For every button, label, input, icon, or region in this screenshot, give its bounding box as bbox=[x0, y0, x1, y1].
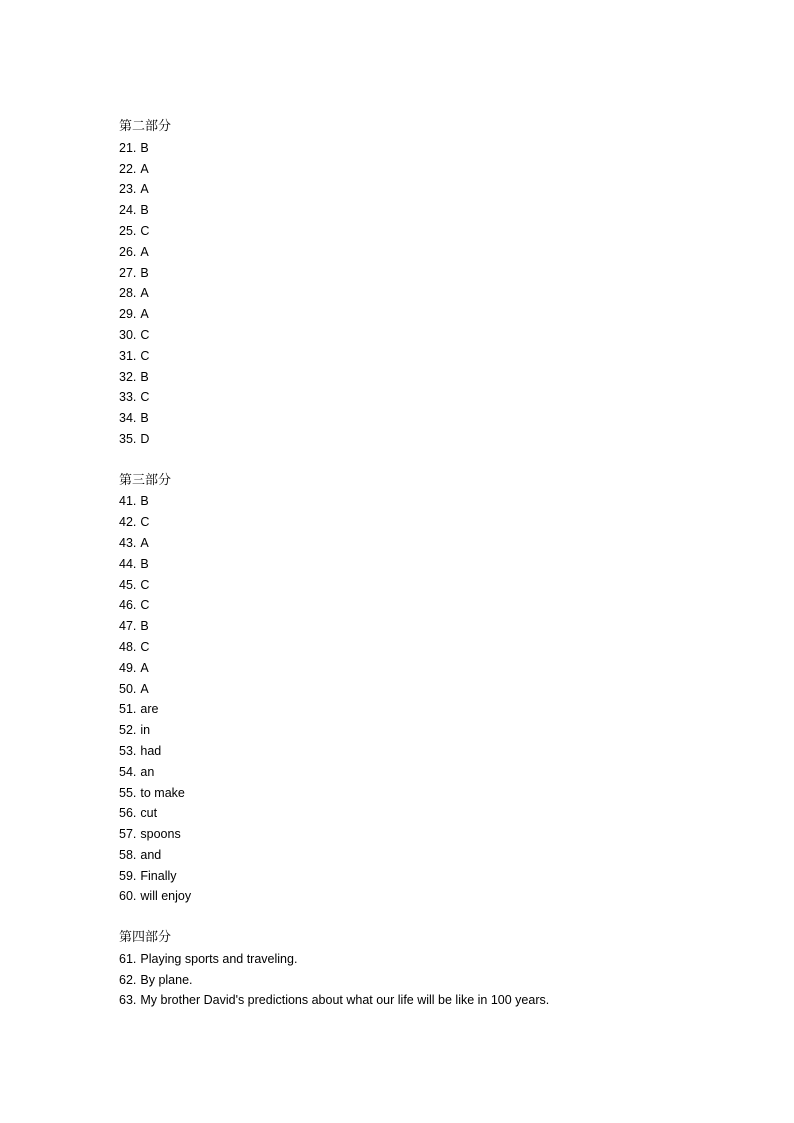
section-heading: 第三部分 bbox=[119, 472, 172, 488]
item-answer: A bbox=[140, 535, 149, 550]
item-number: 62. bbox=[119, 972, 137, 987]
item-answer: My brother David's predictions about what our life will be like in 100 years. bbox=[140, 993, 550, 1008]
answer-item-23 bbox=[119, 179, 719, 200]
item-answer: will enjoy bbox=[140, 889, 192, 904]
item-answer: an bbox=[140, 764, 155, 779]
item-answer: A bbox=[140, 307, 149, 322]
item-number: 48. bbox=[119, 639, 137, 654]
item-number: 59. bbox=[119, 868, 137, 883]
item-number: 63. bbox=[119, 993, 137, 1008]
answer-item-22 bbox=[119, 159, 719, 180]
item-number: 24. bbox=[119, 203, 137, 218]
item-number: 35. bbox=[119, 431, 137, 446]
answer-item-53 bbox=[119, 741, 719, 762]
answer-item-29 bbox=[119, 304, 719, 325]
item-answer: had bbox=[140, 743, 162, 758]
answer-item-24 bbox=[119, 200, 719, 221]
item-answer: C bbox=[140, 598, 150, 613]
answer-item-49 bbox=[119, 658, 719, 679]
answer-item-33 bbox=[119, 387, 719, 408]
item-answer: B bbox=[140, 203, 149, 218]
answer-key-page bbox=[119, 117, 719, 1011]
item-number: 41. bbox=[119, 494, 137, 509]
item-answer: in bbox=[140, 723, 151, 738]
item-number: 47. bbox=[119, 619, 137, 634]
item-number: 50. bbox=[119, 681, 137, 696]
answer-item-54 bbox=[119, 762, 719, 783]
item-answer: A bbox=[140, 286, 149, 301]
item-number: 57. bbox=[119, 827, 137, 842]
answer-item-21 bbox=[119, 138, 719, 159]
item-answer: C bbox=[140, 327, 150, 342]
item-number: 49. bbox=[119, 660, 137, 675]
answer-item-31 bbox=[119, 346, 719, 367]
item-number: 21. bbox=[119, 140, 137, 155]
item-number: 61. bbox=[119, 951, 137, 966]
item-number: 46. bbox=[119, 598, 137, 613]
item-answer: Playing sports and traveling. bbox=[140, 951, 298, 966]
item-number: 26. bbox=[119, 244, 137, 259]
item-number: 54. bbox=[119, 764, 137, 779]
item-number: 53. bbox=[119, 743, 137, 758]
item-number: 29. bbox=[119, 307, 137, 322]
item-answer: A bbox=[140, 182, 149, 197]
item-number: 58. bbox=[119, 847, 137, 862]
section-part-4 bbox=[119, 928, 719, 1011]
item-number: 56. bbox=[119, 806, 137, 821]
section-part-2 bbox=[119, 117, 719, 450]
item-answer: are bbox=[140, 702, 159, 717]
answer-item-52 bbox=[119, 720, 719, 741]
answer-item-42 bbox=[119, 512, 719, 533]
item-answer: C bbox=[140, 390, 150, 405]
answer-item-57 bbox=[119, 824, 719, 845]
item-answer: C bbox=[140, 639, 150, 654]
answer-item-60 bbox=[119, 886, 719, 907]
answer-item-56 bbox=[119, 803, 719, 824]
item-answer: By plane. bbox=[140, 972, 193, 987]
answer-item-58 bbox=[119, 845, 719, 866]
item-answer: C bbox=[140, 577, 150, 592]
answer-item-34 bbox=[119, 408, 719, 429]
item-number: 28. bbox=[119, 286, 137, 301]
item-number: 30. bbox=[119, 327, 137, 342]
answer-item-61 bbox=[119, 949, 719, 970]
item-answer: spoons bbox=[140, 827, 181, 842]
item-answer: A bbox=[140, 244, 149, 259]
item-answer: D bbox=[140, 431, 150, 446]
answer-item-48 bbox=[119, 637, 719, 658]
item-answer: and bbox=[140, 847, 162, 862]
item-number: 42. bbox=[119, 515, 137, 530]
section-heading: 第四部分 bbox=[119, 930, 172, 946]
item-number: 23. bbox=[119, 182, 137, 197]
item-number: 22. bbox=[119, 161, 137, 176]
item-number: 52. bbox=[119, 723, 137, 738]
item-answer: B bbox=[140, 494, 149, 509]
item-answer: to make bbox=[140, 785, 185, 800]
item-number: 31. bbox=[119, 348, 137, 363]
answer-item-45 bbox=[119, 575, 719, 596]
answer-item-25 bbox=[119, 221, 719, 242]
answer-item-32 bbox=[119, 367, 719, 388]
item-number: 32. bbox=[119, 369, 137, 384]
answer-item-50 bbox=[119, 679, 719, 700]
item-number: 55. bbox=[119, 785, 137, 800]
answer-item-43 bbox=[119, 533, 719, 554]
answer-item-35 bbox=[119, 429, 719, 450]
answer-item-46 bbox=[119, 595, 719, 616]
item-answer: A bbox=[140, 681, 149, 696]
item-answer: A bbox=[140, 660, 149, 675]
section-part-3 bbox=[119, 471, 719, 908]
item-answer: C bbox=[140, 348, 150, 363]
item-answer: B bbox=[140, 265, 149, 280]
item-answer: A bbox=[140, 161, 149, 176]
answer-item-51 bbox=[119, 699, 719, 720]
item-number: 43. bbox=[119, 535, 137, 550]
item-number: 45. bbox=[119, 577, 137, 592]
answer-item-28 bbox=[119, 283, 719, 304]
answer-item-26 bbox=[119, 242, 719, 263]
answer-item-41 bbox=[119, 491, 719, 512]
item-answer: B bbox=[140, 619, 149, 634]
answer-item-44 bbox=[119, 554, 719, 575]
item-number: 27. bbox=[119, 265, 137, 280]
answer-item-59 bbox=[119, 866, 719, 887]
answer-item-63 bbox=[119, 990, 719, 1011]
answer-item-55 bbox=[119, 783, 719, 804]
item-answer: cut bbox=[140, 806, 158, 821]
item-number: 60. bbox=[119, 889, 137, 904]
item-number: 51. bbox=[119, 702, 137, 717]
answer-item-62 bbox=[119, 970, 719, 991]
item-number: 25. bbox=[119, 223, 137, 238]
section-heading: 第二部分 bbox=[119, 119, 172, 134]
answer-item-27 bbox=[119, 263, 719, 284]
item-answer: C bbox=[140, 515, 150, 530]
answer-item-47 bbox=[119, 616, 719, 637]
item-number: 34. bbox=[119, 411, 137, 426]
item-number: 44. bbox=[119, 556, 137, 571]
item-answer: Finally bbox=[140, 868, 177, 883]
item-answer: B bbox=[140, 556, 149, 571]
item-answer: C bbox=[140, 223, 150, 238]
item-number: 33. bbox=[119, 390, 137, 405]
item-answer: B bbox=[140, 369, 149, 384]
item-answer: B bbox=[140, 140, 149, 155]
item-answer: B bbox=[140, 411, 149, 426]
answer-item-30 bbox=[119, 325, 719, 346]
